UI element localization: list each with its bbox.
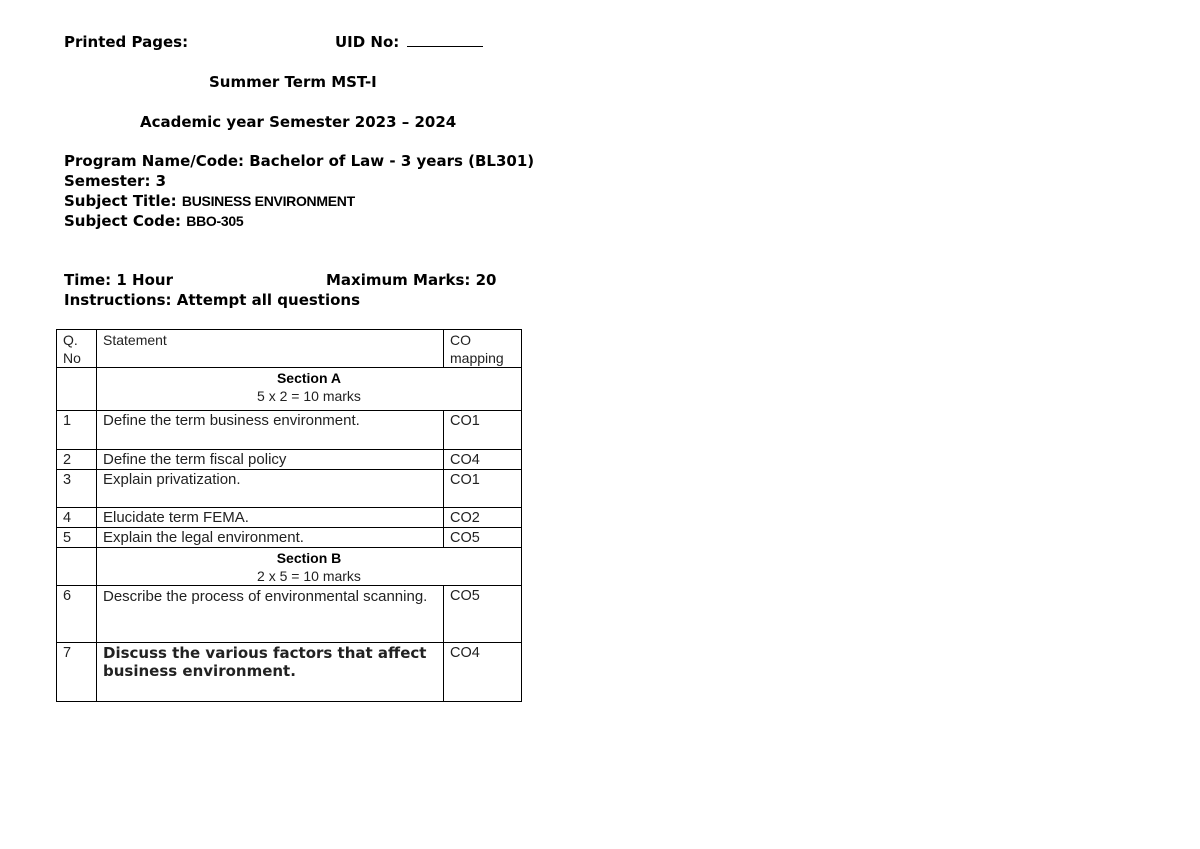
- term-title: Summer Term MST-I: [209, 73, 377, 91]
- subject-title: [64, 191, 355, 211]
- uid-label: UID No:: [335, 33, 400, 51]
- question-number: 6: [57, 586, 97, 643]
- question-co: CO4: [444, 450, 522, 470]
- question-co: CO5: [444, 528, 522, 548]
- instructions: Instructions: Attempt all questions: [64, 291, 361, 309]
- question-number: 4: [57, 508, 97, 528]
- header-co-mapping: CO mapping: [444, 330, 522, 368]
- section-a-empty-cell: [57, 368, 97, 411]
- table-row: [57, 643, 522, 702]
- semester: Semester: 3: [64, 172, 167, 190]
- table-row: [57, 411, 522, 450]
- question-co: CO5: [444, 586, 522, 643]
- question-co: CO2: [444, 508, 522, 528]
- section-a-cell: [97, 368, 522, 411]
- question-number: 2: [57, 450, 97, 470]
- subject-code-value: BBO-305: [186, 213, 244, 229]
- table-row: [57, 528, 522, 548]
- question-statement: Explain privatization.: [97, 470, 444, 508]
- section-b-cell: [97, 548, 522, 586]
- header-statement: Statement: [97, 330, 444, 368]
- table-header-row: [57, 330, 522, 368]
- question-co: CO1: [444, 470, 522, 508]
- question-statement: Define the term business environment.: [97, 411, 444, 450]
- table-row: [57, 508, 522, 528]
- academic-year: Academic year Semester 2023 – 2024: [140, 113, 457, 131]
- subject-title-label: Subject Title:: [64, 192, 177, 210]
- subject-code-label: Subject Code:: [64, 212, 182, 230]
- question-co: CO4: [444, 643, 522, 702]
- question-statement: Describe the process of environmental scanning.: [97, 586, 444, 643]
- section-a-title: Section A: [276, 370, 342, 386]
- question-number: 1: [57, 411, 97, 450]
- uid-field: [335, 32, 483, 52]
- question-statement: Define the term fiscal policy: [97, 450, 444, 470]
- question-co: CO1: [444, 411, 522, 450]
- table-row: [57, 470, 522, 508]
- section-b-title: Section B: [276, 550, 342, 566]
- section-a-marks: 5 x 2 = 10 marks: [257, 388, 361, 404]
- exam-time: Time: 1 Hour: [64, 271, 173, 289]
- section-b-row: [57, 548, 522, 586]
- question-statement: Elucidate term FEMA.: [97, 508, 444, 528]
- question-number: 5: [57, 528, 97, 548]
- subject-code: [64, 211, 243, 231]
- section-b-marks: 2 x 5 = 10 marks: [257, 568, 361, 584]
- questions-table: [56, 329, 522, 702]
- question-statement: Discuss the various factors that affect business environment.: [97, 643, 444, 702]
- question-statement: Explain the legal environment.: [97, 528, 444, 548]
- table-row: [57, 586, 522, 643]
- printed-pages-label: Printed Pages:: [64, 33, 189, 51]
- section-b-empty-cell: [57, 548, 97, 586]
- section-a-row: [57, 368, 522, 411]
- subject-title-value: BUSINESS ENVIRONMENT: [181, 193, 355, 209]
- program-name: Program Name/Code: Bachelor of Law - 3 years (BL301): [64, 152, 535, 170]
- header-qno: Q. No: [57, 330, 97, 368]
- question-number: 7: [57, 643, 97, 702]
- uid-blank-line: [407, 32, 483, 47]
- table-row: [57, 450, 522, 470]
- maximum-marks: Maximum Marks: 20: [326, 271, 497, 289]
- question-number: 3: [57, 470, 97, 508]
